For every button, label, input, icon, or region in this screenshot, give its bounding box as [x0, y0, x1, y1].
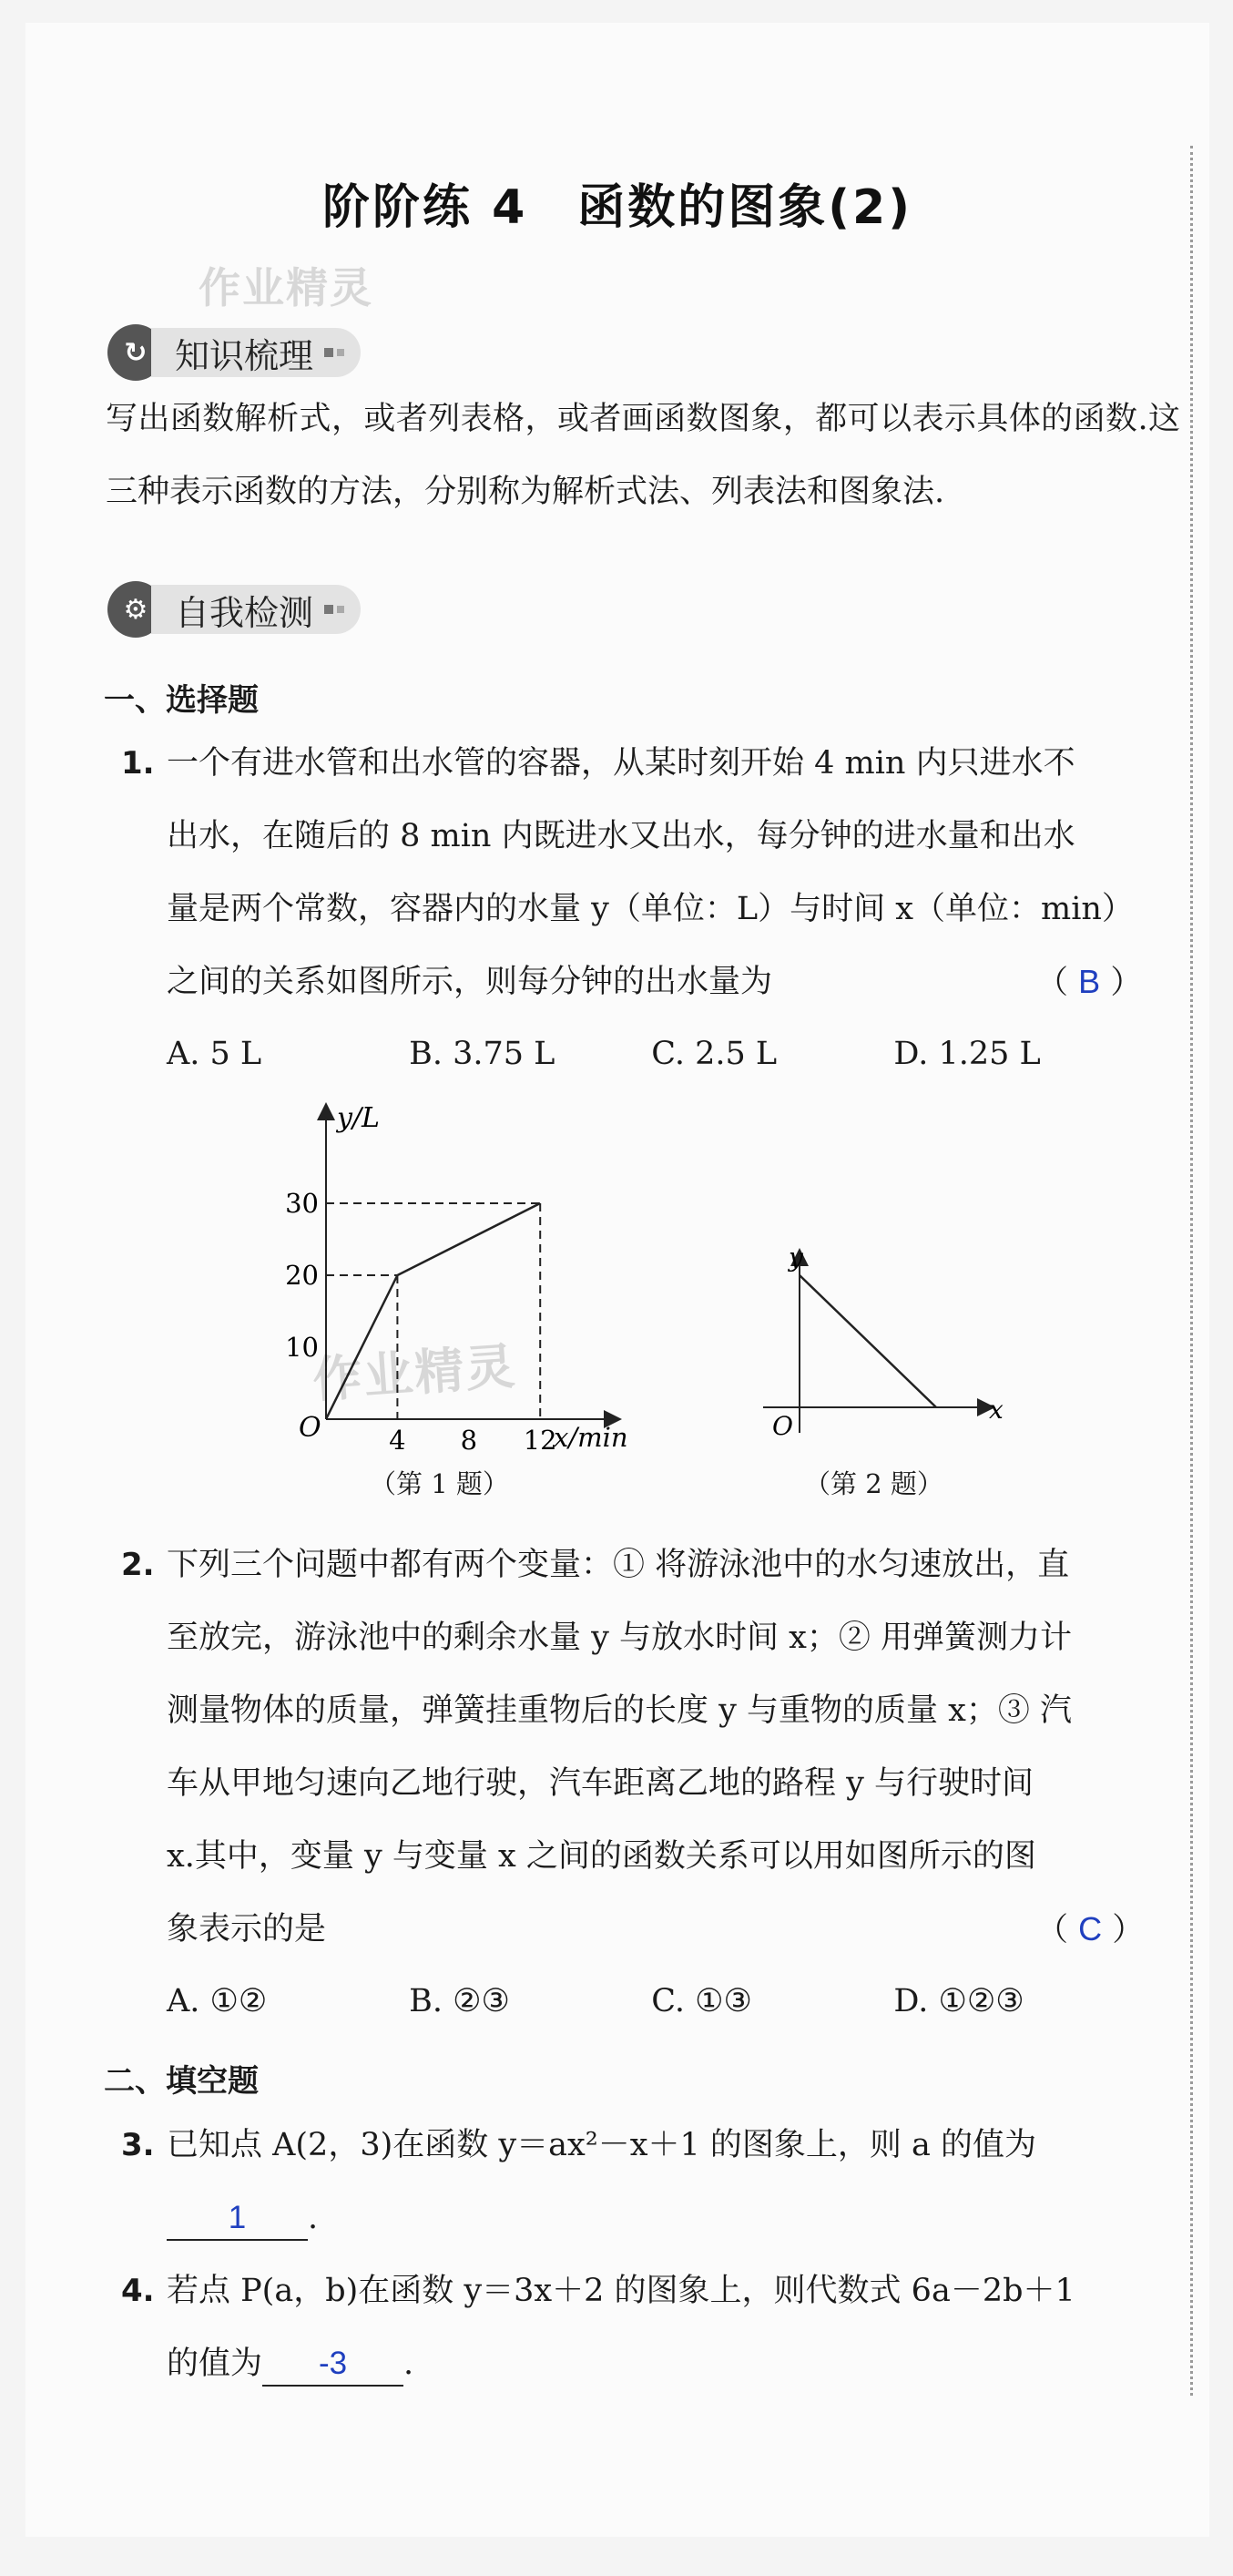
watermark-figure: 作业精灵 — [311, 1337, 519, 1409]
q2-option-b: B. ②③ — [409, 1983, 510, 2019]
q2-option-c: C. ①③ — [651, 1983, 752, 2019]
part1-heading: 一、选择题 — [104, 682, 259, 719]
q4-number: 4. — [121, 2273, 155, 2309]
worksheet-page — [25, 23, 1209, 2537]
fig1-x-tick-label: 12 — [523, 1425, 557, 1456]
section-check-label: 自我检测 — [175, 592, 314, 633]
fig1-y-tick-label: 10 — [285, 1332, 319, 1363]
fig1-y-tick-label: 30 — [285, 1188, 319, 1219]
fig2-origin-label: O — [772, 1411, 793, 1441]
q4-line-2: 的值为 -3 . — [167, 2327, 1177, 2400]
refresh-icon: ↻ — [107, 324, 164, 381]
q2-option-a: A. ①② — [167, 1983, 268, 2019]
watermark: 作业精灵 — [199, 263, 373, 312]
q2-answer-bracket: （ C ） — [1036, 1910, 1145, 1948]
q4-line-1: 若点 P(a，b)在函数 y＝3x＋2 的图象上，则代数式 6a－2b＋1 — [167, 2273, 1075, 2309]
q3-line-1: 已知点 A(2，3)在函数 y＝ax²－x＋1 的图象上，则 a 的值为 — [167, 2127, 1037, 2163]
q1-line-1: 一个有进水管和出水管的容器，从某时刻开始 4 min 内只进水不 — [167, 745, 1075, 782]
q2-option-d: D. ①②③ — [893, 1983, 1024, 2019]
q4-answer-blank[interactable]: -3 — [262, 2343, 403, 2387]
fig2-data-line — [800, 1275, 936, 1407]
fig2-y-label: y — [789, 1242, 803, 1273]
knowledge-text: 写出函数解析式，或者列表格，或者画函数图象，都可以表示具体的函数.这三种表示函数的方法，分别称为解析式法、列表法和图象法. — [106, 401, 1180, 510]
q1-answer-bracket: （ B ） — [1036, 963, 1143, 1001]
gear-icon: ⚙ — [107, 581, 164, 638]
fig1-y-tick-label: 20 — [285, 1260, 319, 1291]
q2-line-1: 下列三个问题中都有两个变量：① 将游泳池中的水匀速放出，直 — [167, 1547, 1070, 1583]
q1-line-3: 量是两个常数，容器内的水量 y（单位：L）与时间 x（单位：min） — [167, 891, 1134, 927]
q1-line-2: 出水，在随后的 8 min 内既进水又出水，每分钟的进水量和出水 — [167, 818, 1075, 854]
q1-option-d: D. 1.25 L — [893, 1036, 1041, 1072]
fig1-y-label: y/L — [337, 1102, 380, 1134]
section-knowledge-header — [107, 323, 361, 382]
q1-answer: B — [1078, 963, 1101, 1000]
q1-line-4: 之间的关系如图所示，则每分钟的出水量为 — [167, 964, 773, 1000]
q1-option-c: C. 2.5 L — [651, 1036, 778, 1072]
fig1-x-label: x/min — [554, 1422, 628, 1453]
q2-options — [167, 1983, 1024, 2019]
q3-answer-line: 1 . — [167, 2182, 1177, 2254]
q1-number: 1. — [121, 745, 155, 782]
q3-answer-blank[interactable]: 1 — [167, 2197, 308, 2241]
fig1-origin-label: O — [299, 1412, 321, 1444]
q2-line-3: 测量物体的质量，弹簧挂重物后的长度 y 与重物的质量 x；③ 汽 — [167, 1692, 1073, 1729]
q1-option-a: A. 5 L — [167, 1036, 262, 1072]
fig2-x-label: x — [989, 1395, 1004, 1425]
page-title: 阶阶练 4 函数的图象(2) — [322, 180, 912, 235]
margin-dotted-line — [1190, 146, 1193, 2396]
section-knowledge-label: 知识梳理 — [175, 335, 314, 376]
q2-number: 2. — [121, 1547, 155, 1583]
figure-2-chart — [745, 1234, 1018, 1444]
q2-answer: C — [1078, 1910, 1103, 1947]
fig1-x-tick-label: 4 — [389, 1425, 406, 1456]
q1-option-b: B. 3.75 L — [409, 1036, 555, 1072]
fig2-caption: （第 2 题） — [804, 1468, 943, 1499]
q2-line-4: 车从甲地匀速向乙地行驶，汽车距离乙地的路程 y 与行驶时间 — [167, 1765, 1034, 1802]
part2-heading: 二、填空题 — [104, 2063, 259, 2100]
q2-line-2: 至放完，游泳池中的剩余水量 y 与放水时间 x；② 用弹簧测力计 — [167, 1620, 1073, 1656]
q2-line-6: 象表示的是 — [167, 1911, 327, 1947]
fig1-x-tick-label: 8 — [460, 1425, 478, 1456]
q3-number: 3. — [121, 2127, 155, 2163]
section-check-header — [107, 580, 361, 639]
fig1-caption: （第 1 题） — [370, 1468, 509, 1499]
q2-line-5: x.其中，变量 y 与变量 x 之间的函数关系可以用如图所示的图 — [167, 1838, 1036, 1875]
q1-options — [167, 1036, 1041, 1072]
